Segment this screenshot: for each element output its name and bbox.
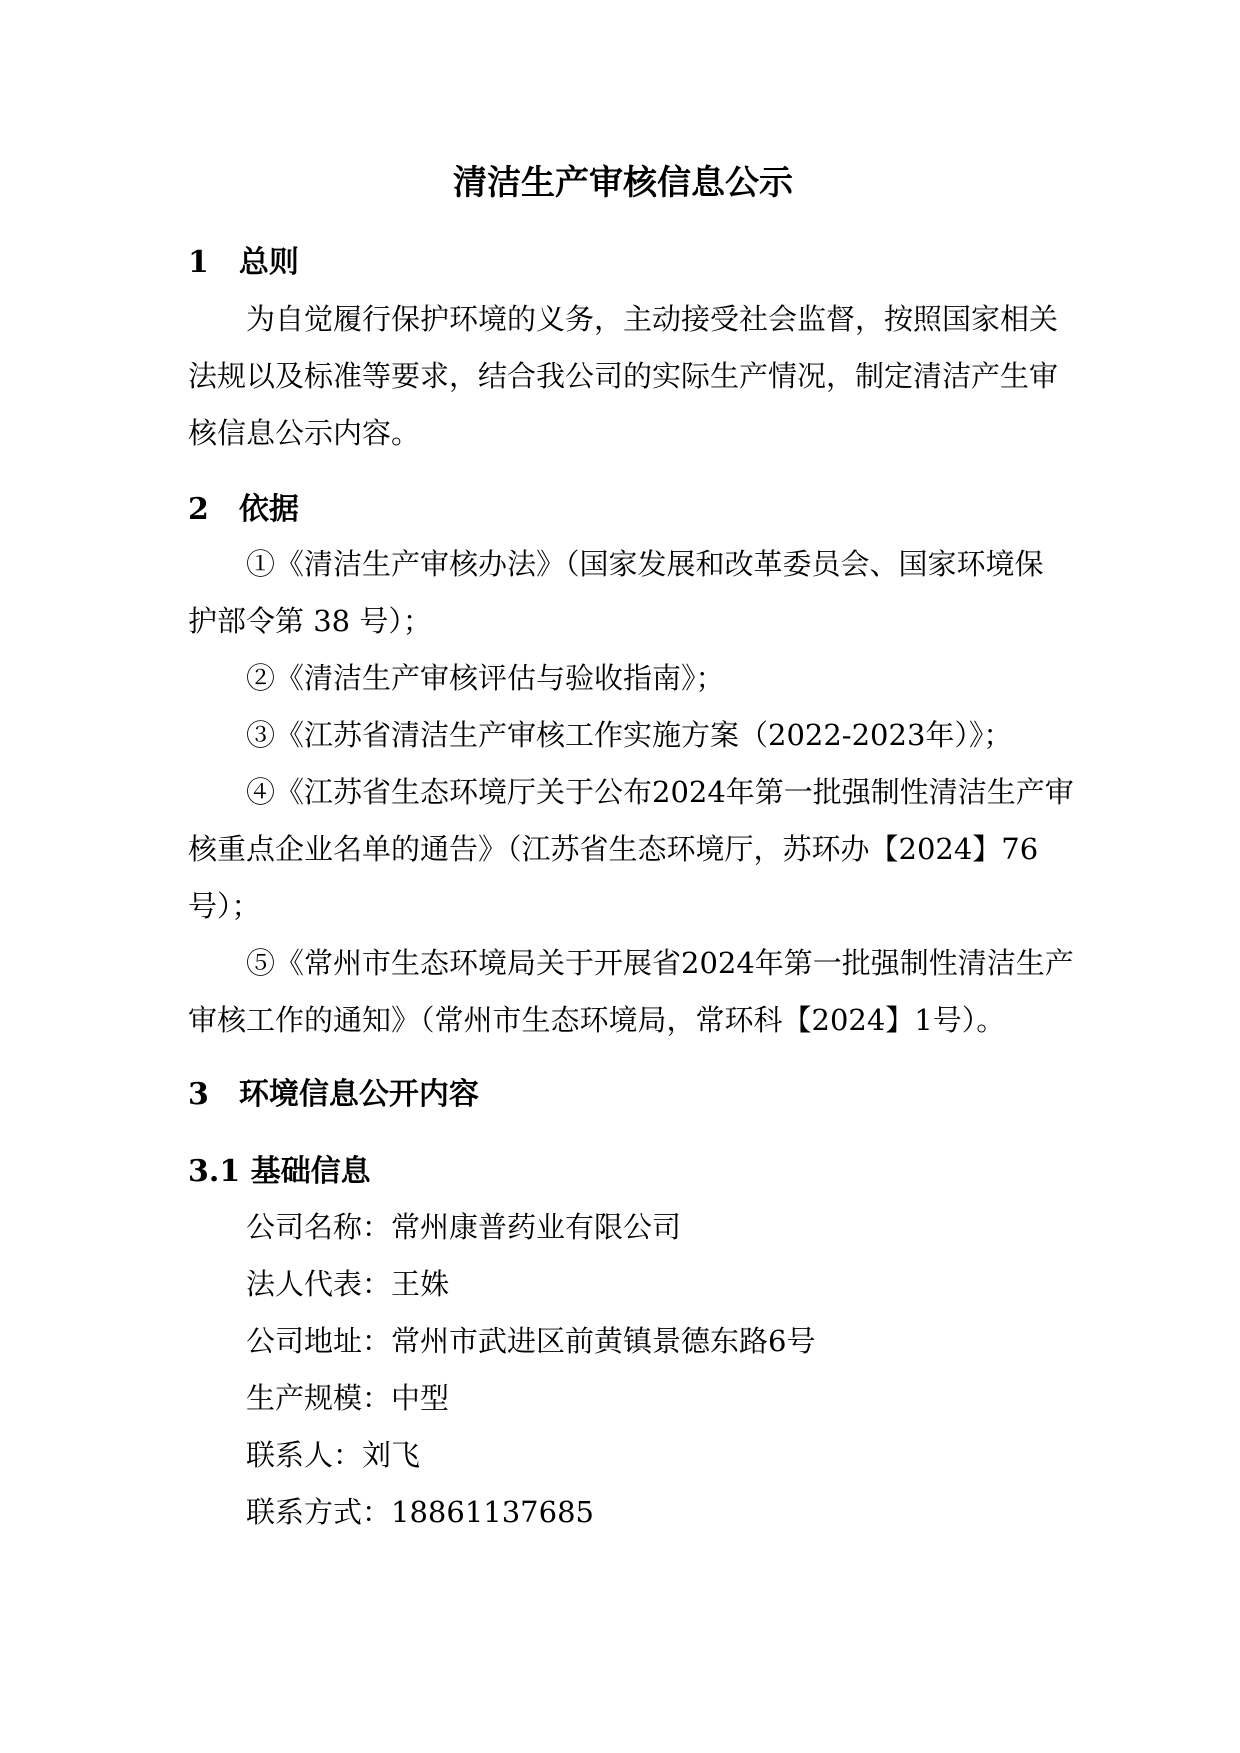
- field-value: 常州市武进区前黄镇景德东路6号: [391, 1324, 816, 1358]
- field-label: 法人代表：: [246, 1267, 392, 1301]
- paragraph-general: [188, 291, 1058, 462]
- heading-section-2: 2 依据: [188, 492, 299, 527]
- basis-item-2-line: ②《清洁生产审核评估与验收指南》；: [246, 661, 725, 695]
- document-title: 清洁生产审核信息公示: [453, 163, 793, 203]
- basis-list: [188, 536, 1074, 1049]
- heading-section-3-1: 3.1 基础信息: [188, 1154, 371, 1189]
- basis-item-1-line: ①《清洁生产审核办法》（国家发展和改革委员会、国家环境保: [246, 547, 1044, 581]
- field-value: 18861137685: [391, 1495, 594, 1529]
- heading-section-1: 1 总则: [188, 245, 299, 280]
- basis-item-5-line: ⑤《常州市生态环境局关于开展省2024年第一批强制性清洁生产: [246, 946, 1074, 980]
- info-field-company-address: [188, 1313, 1058, 1370]
- text-line: 核信息公示内容。: [188, 416, 421, 450]
- field-label: 公司地址：: [246, 1324, 392, 1358]
- basis-item-3-line: ③《江苏省清洁生产审核工作实施方案（2022-2023年）》；: [246, 718, 1013, 752]
- text-line: 法规以及标准等要求，结合我公司的实际生产情况，制定清洁产生审: [188, 359, 1059, 393]
- basis-item-4-line: 号）；: [188, 889, 261, 923]
- heading-section-3: 3 环境信息公开内容: [188, 1077, 479, 1112]
- info-field-production-scale: [188, 1370, 1058, 1427]
- info-field-legal-representative: [188, 1256, 1058, 1313]
- field-label: 生产规模：: [246, 1381, 392, 1415]
- info-field-contact-person: [188, 1427, 1058, 1484]
- field-value: 常州康普药业有限公司: [391, 1210, 682, 1244]
- text-line: 为自觉履行保护环境的义务，主动接受社会监督，按照国家相关: [246, 302, 1059, 336]
- basis-item-1-line: 护部令第 38 号）；: [188, 604, 432, 638]
- info-field-contact-phone: [188, 1484, 1058, 1541]
- field-value: 刘飞: [362, 1438, 421, 1472]
- info-field-company-name: [188, 1199, 1058, 1256]
- field-label: 公司名称：: [246, 1210, 392, 1244]
- field-value: 中型: [391, 1381, 450, 1415]
- basis-item-5-line: 审核工作的通知》（常州市生态环境局，常环科【2024】1号）。: [188, 1003, 1006, 1037]
- basic-info-list: [188, 1199, 1058, 1541]
- basis-item-4-line: ④《江苏省生态环境厅关于公布2024年第一批强制性清洁生产审: [246, 775, 1074, 809]
- field-value: 王姝: [391, 1267, 450, 1301]
- field-label: 联系方式：: [246, 1495, 392, 1529]
- field-label: 联系人：: [246, 1438, 363, 1472]
- basis-item-4-line: 核重点企业名单的通告》（江苏省生态环境厅，苏环办【2024】76: [188, 832, 1039, 866]
